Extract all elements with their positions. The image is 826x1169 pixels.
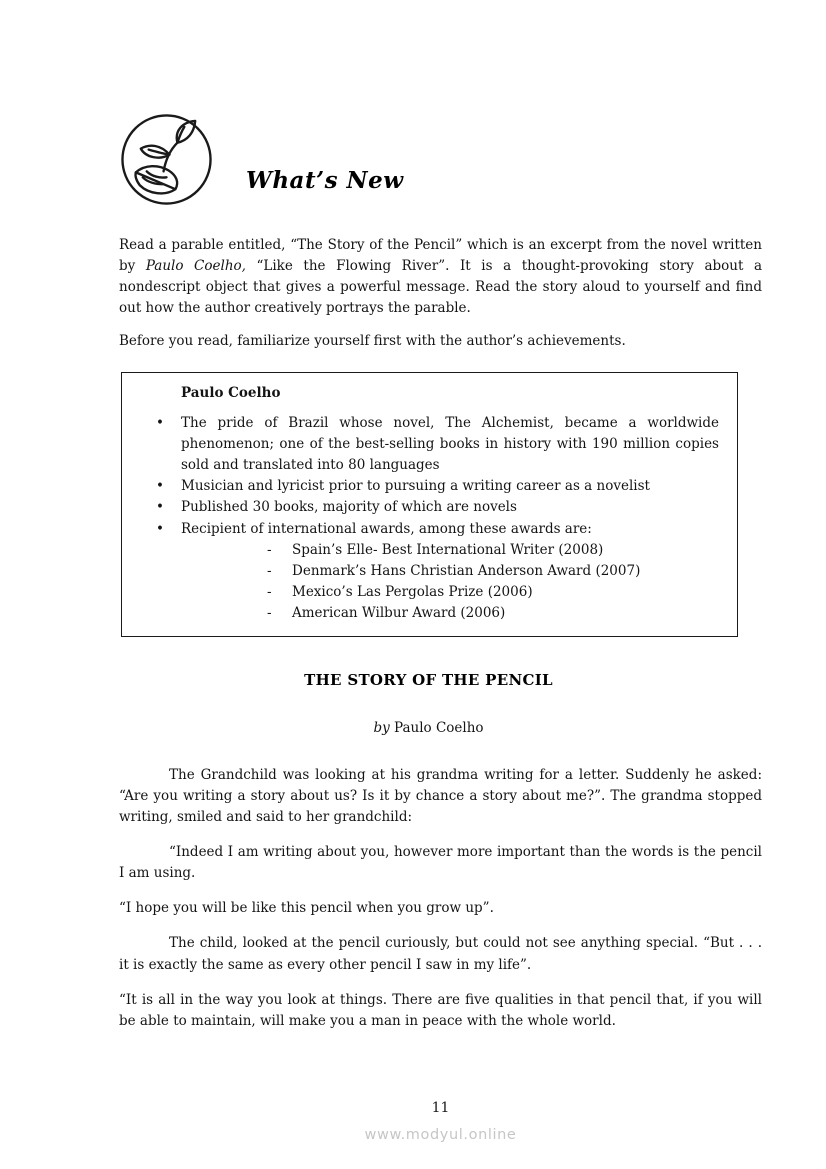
author-box-title: Paulo Coelho bbox=[181, 385, 281, 402]
awards-list bbox=[267, 540, 719, 624]
intro-paragraph-text-2: “Like the Flowing River”. It is a thought-provoking story about a nondescript object that gives a powerful message. Read the story aloud to yourself and find out how the author creatively portrays the parable. bbox=[119, 258, 762, 317]
hand-holding-seedling-icon bbox=[119, 112, 214, 207]
byline-by: by bbox=[373, 720, 390, 737]
author-achievement-item bbox=[140, 519, 719, 624]
story-paragraph: “Indeed I am writing about you, however more important than the words is the pencil I am using. bbox=[119, 844, 762, 882]
author-achievements-list bbox=[140, 413, 719, 623]
page-footer bbox=[119, 1098, 762, 1169]
award-item: - Spain’s Elle- Best International Writer (2008) bbox=[267, 540, 719, 561]
story-byline bbox=[119, 718, 738, 739]
watermark: www.modyul.online bbox=[364, 1127, 517, 1144]
intro-paragraph bbox=[119, 235, 762, 319]
intro-paragraph-text-1: Read a parable entitled, “The Story of the Pencil” which is an excerpt from the novel written by bbox=[119, 237, 762, 275]
pre-reading-note: Before you read, familiarize yourself first with the author’s achievements. bbox=[119, 333, 626, 350]
author-achievement-item: • Musician and lyricist prior to pursuing a writing career as a novelist bbox=[140, 476, 719, 497]
author-info-box bbox=[121, 372, 738, 637]
award-item: - Denmark’s Hans Christian Anderson Award (2007) bbox=[267, 561, 719, 582]
story-section bbox=[119, 653, 762, 1046]
section-title: What’s New bbox=[246, 167, 404, 195]
author-name-italic: Paulo Coelho, bbox=[145, 258, 246, 275]
story-paragraph: “I hope you will be like this pencil when you grow up”. bbox=[119, 900, 494, 917]
author-achievement-text: Recipient of international awards, among these awards are: bbox=[181, 520, 592, 537]
award-item: - American Wilbur Award (2006) bbox=[267, 603, 719, 624]
author-achievement-item: • The pride of Brazil whose novel, The Alchemist, became a worldwide phenomenon; one of the best-selling books in history with 190 million copies sold and translated into 80 languages bbox=[140, 413, 719, 476]
byline-author: Paulo Coelho bbox=[389, 720, 484, 737]
award-item: - Mexico’s Las Pergolas Prize (2006) bbox=[267, 582, 719, 603]
author-achievement-item: • Published 30 books, majority of which are novels bbox=[140, 497, 719, 518]
section-header bbox=[119, 112, 762, 207]
page-number: 11 bbox=[431, 1099, 450, 1116]
story-paragraph: The child, looked at the pencil curiously, but could not see anything special. “But . . . it is exactly the same as every other pencil I saw in my life”. bbox=[119, 935, 762, 973]
story-paragraph: The Grandchild was looking at his grandma writing for a letter. Suddenly he asked: “Are you writing a story about us? Is it by chance a story about me?”. The grandma stopped writing, smiled and said to her grandchild: bbox=[119, 767, 762, 826]
story-paragraph: “It is all in the way you look at things. There are five qualities in that pencil that, if you will be able to maintain, will make you a man in peace with the whole world. bbox=[119, 991, 762, 1029]
story-title: THE STORY OF THE PENCIL bbox=[304, 670, 553, 689]
